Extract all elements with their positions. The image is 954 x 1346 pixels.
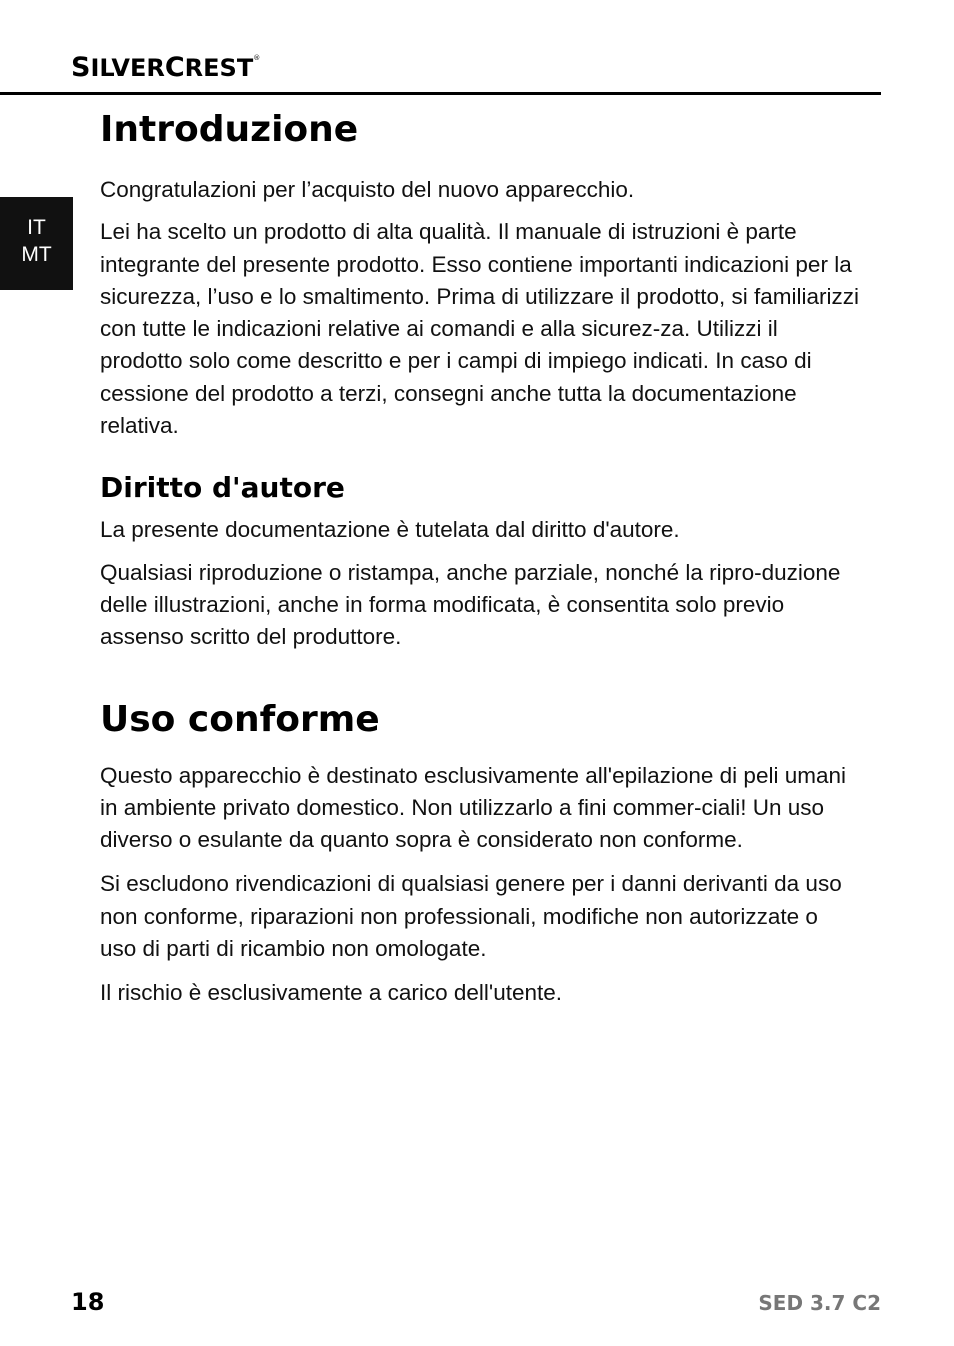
section-title-diritto-autore: Diritto d'autore (100, 471, 345, 505)
paragraph: Il rischio è esclusivamente a carico dell'utente. (100, 980, 563, 1006)
section-title-uso-conforme: Uso conforme (100, 698, 380, 740)
paragraph: Qualsiasi riproduzione o ristampa, anche parziale, nonché la ripro-duzione delle illustrazioni, anche in forma modificata, è consentita solo previo assenso scritto del produttore. (100, 559, 841, 650)
paragraph: Congratulazioni per l’acquisto del nuovo apparecchio. (100, 177, 635, 202)
language-tab (0, 197, 73, 290)
paragraph: Si escludono rivendicazioni di qualsiasi genere per i danni derivanti da uso non conforme, riparazioni non professionali, modifiche non autorizzate o uso di parti di ricambio non omologate. (100, 871, 842, 962)
main-content (100, 100, 860, 1010)
paragraph: Questo apparecchio è destinato esclusivamente all'epilazione di peli umani in ambiente privato domestico. Non utilizzarlo a fini commer-ciali! Un uso diverso o esulante da quanto sopra è considerato non conforme. (100, 762, 846, 853)
language-tab-line2: MT (21, 243, 52, 266)
section-title-introduzione: Introduzione (100, 109, 359, 150)
paragraph: Lei ha scelto un prodotto di alta qualità. Il manuale di istruzioni è parte integrante del presente prodotto. Esso contiene importanti indicazioni per la sicurezza, l’uso e lo smaltimento. Prima di utilizzare il prodotto, si familiarizzi con tutte le indicazioni relative ai comandi e alla sicurez-za. Utilizzi il prodotto solo come descritto e per i campi di impiego indicati. In caso di cessione del prodotto a terzi, consegni anche tutta la documentazione relativa. (100, 219, 860, 439)
header-divider (0, 92, 881, 95)
language-tab-line1: IT (27, 216, 46, 239)
model-number: SED 3.7 C2 (758, 1291, 881, 1315)
paragraph: La presente documentazione è tutelata dal diritto d'autore. (100, 517, 680, 543)
page-number: 18 (71, 1288, 105, 1316)
brand-logo: SILVERCREST® (71, 52, 261, 83)
